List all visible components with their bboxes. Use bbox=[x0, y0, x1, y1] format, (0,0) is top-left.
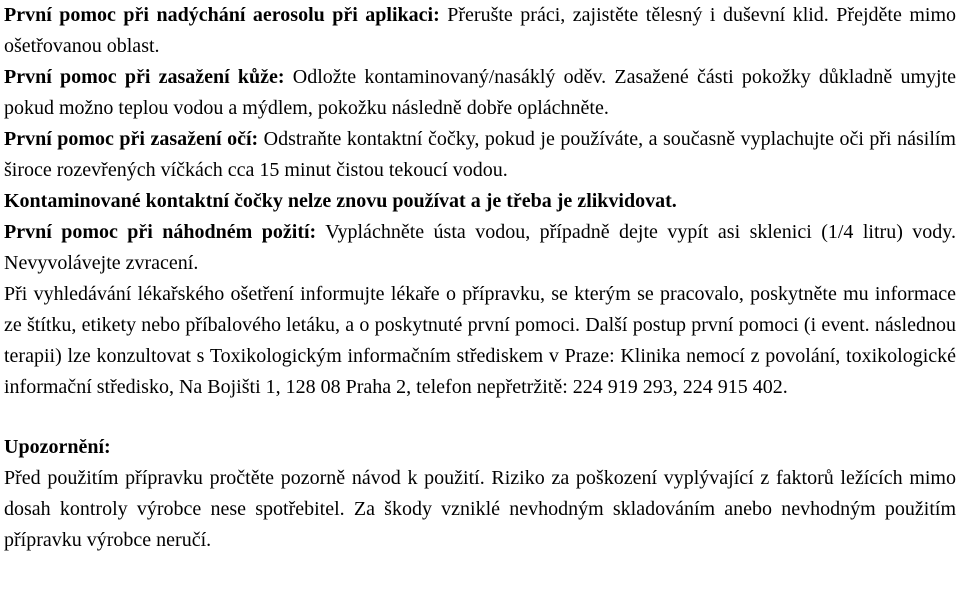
eyes-heading: První pomoc při zasažení očí: bbox=[4, 128, 259, 150]
skin-text: Odložte kontaminovaný/nasáklý oděv. Zasažené části pokožky důkladně umyjte pokud možno teplou vodou a mýdlem, pokožku následně dobře opláchněte. bbox=[4, 66, 957, 119]
section-spacer bbox=[4, 403, 956, 432]
contact-lenses-warning: Kontaminované kontaktní čočky nelze znovu používat a je třeba je zlikvidovat. bbox=[4, 190, 677, 212]
ingestion-heading: První pomoc při náhodném požití: bbox=[4, 221, 317, 243]
ingestion-first-aid bbox=[4, 217, 956, 279]
eyes-text: Odstraňte kontaktní čočky, pokud je používáte, a současně vyplachujte oči při násilím široce rozevřených víčkách cca 15 minut čistou tekoucí vodou. bbox=[4, 128, 956, 181]
eyes-first-aid bbox=[4, 124, 956, 186]
notice-text: Před použitím přípravku pročtěte pozorně návod k použití. Riziko za poškození vyplývající z faktorů ležících mimo dosah kontroly výrobce nese spotřebitel. Za škody vzniklé nevhodným skladováním anebo nevhodným použitím přípravku výrobce neručí. bbox=[4, 467, 956, 551]
aerosol-heading: První pomoc při nadýchání aerosolu při aplikaci: bbox=[4, 4, 440, 26]
medical-info-paragraph: Při vyhledávání lékařského ošetření informujte lékaře o přípravku, se kterým se pracovalo, poskytněte mu informace ze štítku, etikety nebo příbalového letáku, a o poskytnuté první pomoci. Další postup první pomoci (i event. následnou terapii) lze konzultovat s Toxikologickým informačním střediskem v Praze: Klinika nemocí z povolání, toxikologické informační středisko, Na Bojišti 1, 128 08 Praha 2, telefon nepřetržitě: 224 919 293, 224 915 402. bbox=[4, 283, 956, 398]
skin-heading: První pomoc při zasažení kůže: bbox=[4, 66, 285, 88]
aerosol-first-aid bbox=[4, 0, 956, 62]
notice-heading: Upozornění: bbox=[4, 436, 111, 458]
ingestion-text: Vypláchněte ústa vodou, případně dejte vypít asi sklenici (1/4 litru) vody. Nevyvolávejte zvracení. bbox=[4, 221, 956, 274]
aerosol-text: Přerušte práci, zajistěte tělesný i duševní klid. Přejděte mimo ošetřovanou oblast. bbox=[4, 4, 956, 57]
skin-first-aid bbox=[4, 62, 956, 124]
